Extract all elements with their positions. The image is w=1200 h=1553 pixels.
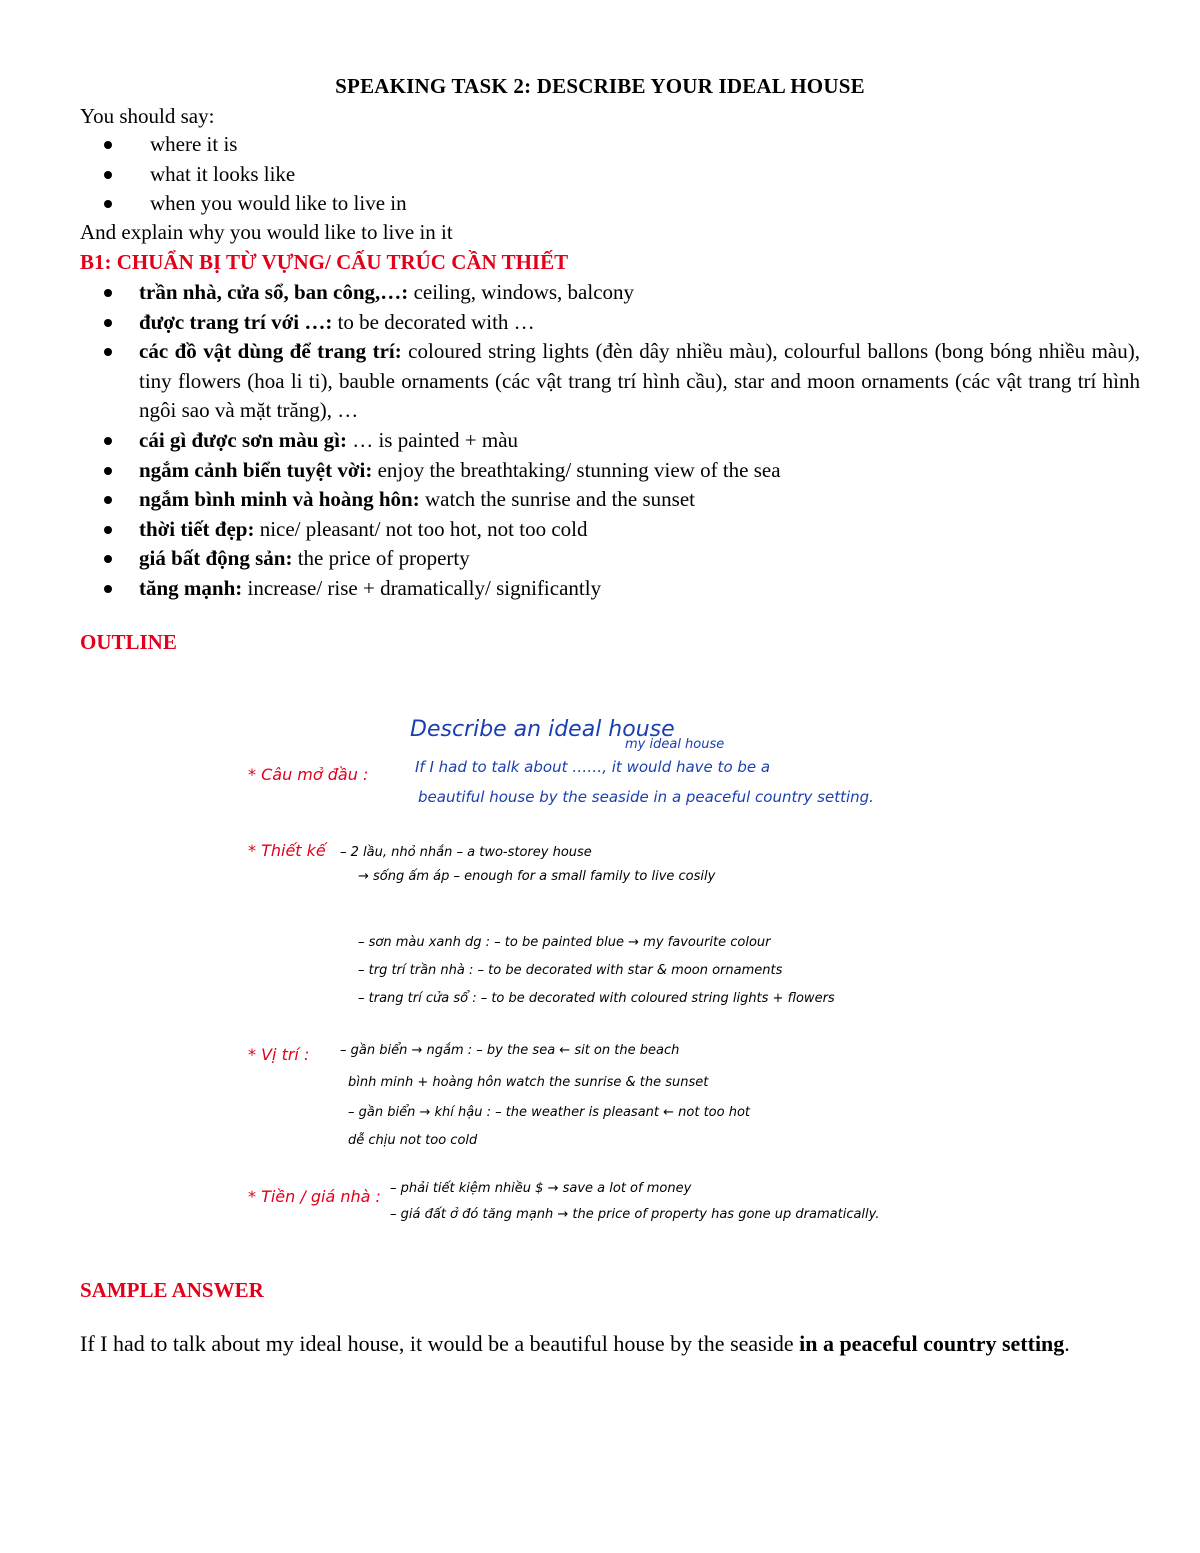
hw-label: * Câu mở đầu : [248,765,369,784]
hw-line: bình minh + hoàng hôn watch the sunrise & the sunset [348,1075,709,1090]
bullet-icon [104,141,112,149]
hw-line: beautiful house by the seaside in a peaceful country setting. [418,788,874,806]
bullet-icon [104,437,112,445]
hw-line: – trang trí cửa sổ : – to be decorated with coloured string lights + flowers [358,991,835,1006]
vocab-heading: B1: CHUẨN BỊ TỪ VỰNG/ CẤU TRÚC CẦN THIẾT [80,250,569,274]
prompt-item: when you would like to live in [80,189,1140,219]
vocab-item: cái gì được sơn màu gì: … is painted + màu [80,426,1140,456]
sample-heading: SAMPLE ANSWER [80,1278,264,1302]
hw-label: * Thiết kế [248,841,326,860]
bullet-icon [104,289,112,297]
vocab-item: được trang trí với …: to be decorated with … [80,308,1140,338]
prompt-list [80,130,1140,219]
prompt-item: what it looks like [80,160,1140,190]
hw-line: – gần biển → ngắm : – by the sea ← sit on the beach [340,1043,680,1058]
bullet-icon [104,496,112,504]
prompt-item: where it is [80,130,1140,160]
bullet-icon [104,585,112,593]
hw-line: → sống ấm áp – enough for a small family to live cosily [358,869,716,884]
hw-line: – giá đất ở đó tăng mạnh → the price of property has gone up dramatically. [390,1207,880,1222]
vocab-item: tăng mạnh: increase/ rise + dramatically/ significantly [80,574,1140,604]
handwritten-outline-image [240,708,960,1228]
hw-line: dễ chịu not too cold [348,1133,478,1148]
vocab-item: thời tiết đẹp: nice/ pleasant/ not too hot, not too cold [80,515,1140,545]
hw-label: * Tiền / giá nhà : [248,1187,381,1206]
vocab-item: trần nhà, cửa sổ, ban công,…: ceiling, windows, balcony [80,278,1140,308]
vocab-item: các đồ vật dùng để trang trí: coloured string lights (đèn dây nhiều màu), colourful ballons (bong bóng nhiều màu), tiny flowers (hoa li ti), bauble ornaments (các vật trang trí hình cầu), star and moon ornaments (các vật trang trí hình ngôi sao và mặt trăng), … [80,337,1140,426]
page-title: SPEAKING TASK 2: DESCRIBE YOUR IDEAL HOUSE [335,74,865,98]
bullet-icon [104,348,112,356]
bullet-icon [104,200,112,208]
hw-label: * Vị trí : [248,1045,310,1064]
bullet-icon [104,555,112,563]
hw-heading: Describe an ideal house [410,717,675,742]
sample-answer: If I had to talk about my ideal house, it would be a beautiful house by the seaside in a peaceful country setting. [80,1331,1070,1356]
bullet-icon [104,319,112,327]
outline-heading: OUTLINE [80,630,177,654]
bullet-icon [104,526,112,534]
hw-line: – trg trí trần nhà : – to be decorated with star & moon ornaments [358,963,783,978]
hw-line: – sơn màu xanh dg : – to be painted blue → my favourite colour [358,935,771,950]
explain-text: And explain why you would like to live in it [80,220,453,244]
hw-line: – gần biển → khí hậu : – the weather is pleasant ← not too hot [348,1105,751,1120]
intro-text: You should say: [80,104,215,128]
vocab-item: ngắm bình minh và hoàng hôn: watch the sunrise and the sunset [80,485,1140,515]
vocab-item: giá bất động sản: the price of property [80,544,1140,574]
vocab-list [80,278,1140,604]
bullet-icon [104,467,112,475]
hw-insert: my ideal house [625,737,725,752]
bullet-icon [104,171,112,179]
hw-line: – phải tiết kiệm nhiều $ → save a lot of money [390,1181,692,1196]
vocab-item: ngắm cảnh biển tuyệt vời: enjoy the breathtaking/ stunning view of the sea [80,456,1140,486]
hw-line: – 2 lầu, nhỏ nhắn – a two-storey house [340,845,592,860]
hw-line: If I had to talk about ……, it would have to be a [415,758,771,776]
